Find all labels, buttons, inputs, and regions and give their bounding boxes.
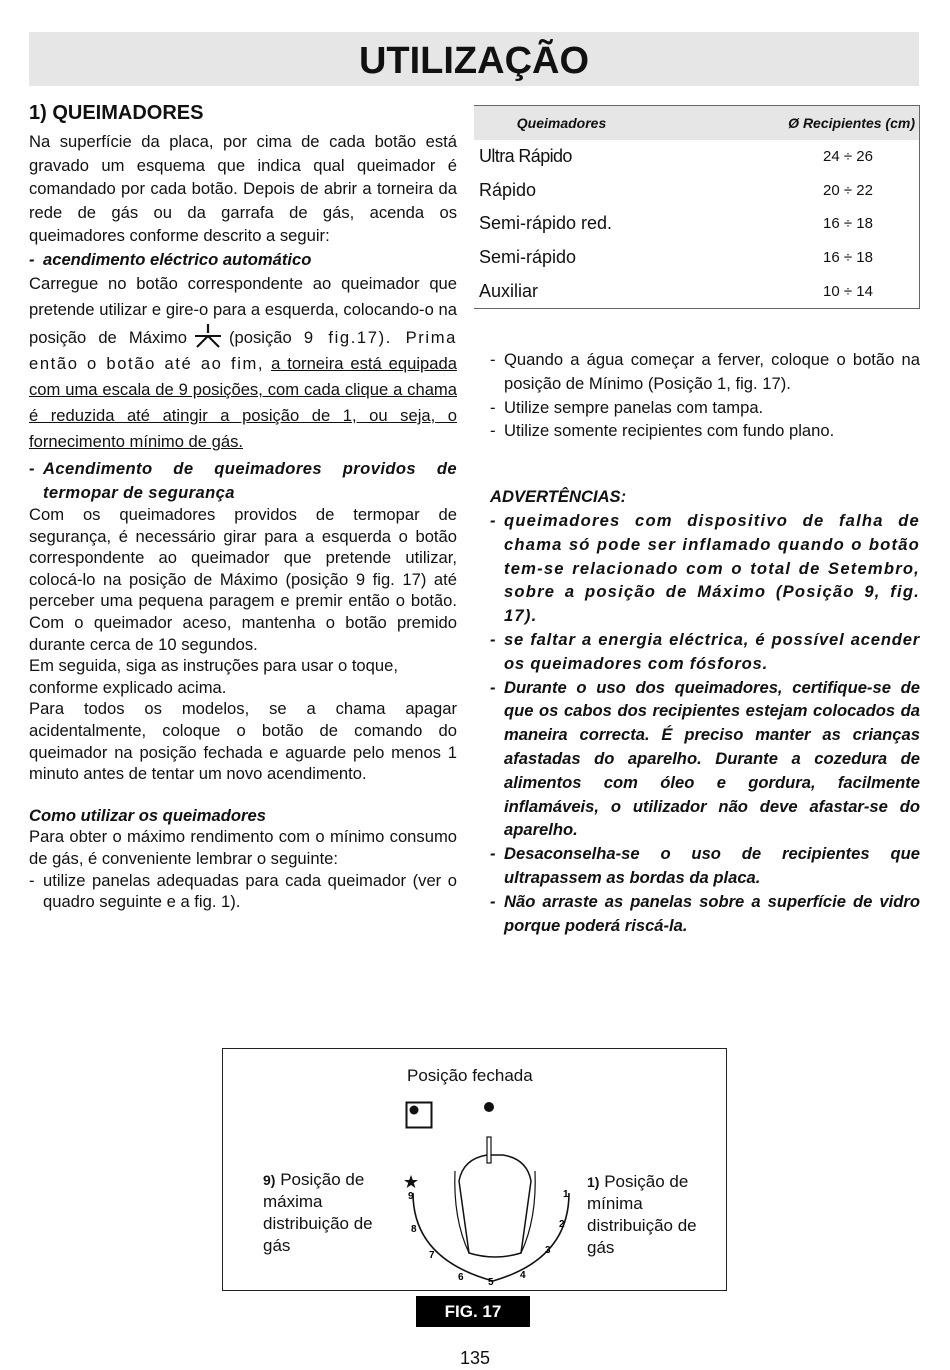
table-header: [474, 106, 919, 140]
section-title: 1) QUEIMADORES: [29, 102, 204, 124]
burner-name: Semi-rápido: [479, 247, 577, 268]
tip-text: Quando a água começar a ferver, coloque o botão na posição de Mínimo (Posição 1, fig. 17).: [504, 350, 920, 393]
auto-ignition-text-1: Carregue no botão correspondente ao queimador que pretende utilizar e gire-o para a esquerda, colocando-o na posição de Máximo: [29, 274, 457, 347]
table-row: [474, 241, 919, 275]
max-position-number: 9): [263, 1172, 276, 1188]
then-paragraph: Em seguida, siga as instruções para usar o toque, conforme explicado acima.: [29, 656, 398, 697]
burner-diameter: 16 ÷ 18: [823, 215, 873, 233]
warning-item: - queimadores com dispositivo de falha de chama só pode ser inflamado quando o botão tem-se relacionado com o total de Setembro, sobre a posição de Máximo (Posição 9, fig. 17).: [490, 509, 920, 628]
burner-diameter: 24 ÷ 26: [823, 148, 873, 166]
scale-number: 7: [429, 1250, 435, 1261]
burner-name: Ultra Rápido: [479, 146, 572, 167]
auto-ignition-heading: - acendimento eléctrico automático: [29, 248, 457, 272]
warning-text: queimadores com dispositivo de falha de chama só pode ser inflamado quando o botão tem-se relacionado com o total de Setembro, sobre a posição de Máximo (Posição 9, fig. 17).: [504, 510, 920, 626]
auto-ignition-paragraph: [29, 271, 457, 455]
burner-diameter: 20 ÷ 22: [823, 181, 873, 199]
burner-name: Auxiliar: [479, 280, 539, 301]
tip-item: - Quando a água começar a ferver, coloque o botão na posição de Mínimo (Posição 1, fig. 17).: [490, 348, 920, 396]
burner-table: [474, 105, 920, 309]
intro-paragraph: Na superfície da placa, por cima de cada botão está gravado um esquema que indica qual queimador é comandado por cada botão. Depois de abrir a torneira da rede de gás ou da garrafa de gás, acenda os queimadores conforme descrito a seguir:: [29, 132, 457, 245]
how-to-use-item: - utilize panelas adequadas para cada queimador (ver o quadro seguinte e a fig. 1).: [29, 870, 457, 912]
table-row: [474, 274, 919, 308]
warning-item: - Desaconselha-se o uso de recipientes que ultrapassem as bordas da placa.: [490, 842, 920, 890]
min-position-text: Posição de mínima distribuição de gás: [587, 1172, 697, 1257]
max-star-icon: [404, 1175, 418, 1188]
header-burners: Queimadores: [516, 115, 607, 131]
auto-ignition-text-3: 9 fig.17). Prima então o botão até ao fim,: [29, 328, 457, 373]
burner-diameter: 16 ÷ 18: [823, 249, 873, 267]
tip-text: Utilize somente recipientes com fundo plano.: [504, 421, 835, 441]
page-title: UTILIZAÇÃO: [358, 40, 590, 82]
tip-text: Utilize sempre panelas com tampa.: [504, 397, 764, 417]
warnings-heading: ADVERTÊNCIAS:: [490, 487, 627, 507]
closed-position-icon: [405, 1101, 433, 1129]
how-to-use-heading: Como utilizar os queimadores: [29, 805, 266, 825]
max-position-text: Posição de máxima distribuição de gás: [263, 1170, 373, 1255]
left-column: [29, 100, 457, 913]
scale-number: 8: [411, 1224, 417, 1235]
table-row: [474, 207, 919, 241]
scale-number: 6: [458, 1272, 464, 1283]
title-bar: [29, 32, 919, 86]
min-position-label: [587, 1171, 709, 1259]
warning-item: - Não arraste as panelas sobre a superfície de vidro porque poderá riscá-la.: [490, 890, 920, 938]
scale-number: 2: [559, 1219, 565, 1230]
warning-item: - Durante o uso dos queimadores, certifique-se de que os cabos dos recipientes estejam colocados da maneira correcta. É preciso manter as crianças afastadas do aparelho. Durante a cozedura de alimentos com óleo e gordura, facilmente inflamáveis, o utilizador não deve afastar-se do aparelho.: [490, 676, 920, 843]
scale-number: 5: [488, 1277, 494, 1288]
warning-text: se faltar a energia eléctrica, é possível acender os queimadores com fósforos.: [504, 629, 920, 673]
burner-name: Rápido: [479, 179, 537, 200]
right-column: [490, 348, 920, 937]
max-position-label: [263, 1169, 393, 1257]
closed-position-dot: [482, 1100, 496, 1114]
table-row: [474, 140, 919, 174]
knob-diagram: [393, 1129, 593, 1289]
warning-item: - se faltar a energia eléctrica, é possível acender os queimadores com fósforos.: [490, 628, 920, 676]
burner-diameter: 10 ÷ 14: [823, 282, 873, 300]
figure-caption: FIG. 17: [416, 1296, 530, 1327]
tip-item: - Utilize somente recipientes com fundo plano.: [490, 419, 920, 443]
scale-number: 4: [520, 1270, 526, 1281]
all-models-paragraph: Para todos os modelos, se a chama apagar acidentalmente, coloque o botão de comando do queimador na posição fechada e aguarde pelo menos 1 minuto antes de tentar um novo acendimento.: [29, 699, 457, 784]
scale-number: 9: [408, 1191, 414, 1202]
page-number: 135: [459, 1348, 491, 1368]
auto-ignition-text-2: (posição: [228, 328, 292, 347]
scale-number: 1: [563, 1189, 569, 1200]
thermocouple-paragraph: Com os queimadores providos de termopar de segurança, é necessário girar para a esquerda o botão correspondente ao queimador que pretende utilizar, colocá-lo na posição de Máximo (posição 9 fig. 17) até perceber uma pequena paragem e premir então o botão. Com o queimador aceso, mantenha o botão premido durante cerca de 10 segundos.: [29, 505, 457, 654]
warnings-block: [490, 485, 920, 937]
warning-text: Durante o uso dos queimadores, certifique-se de que os cabos dos recipientes estejam colocados da maneira correcta. É preciso manter as crianças afastadas do aparelho. Durante a cozedura de alimentos com óleo e gordura, facilmente inflamáveis, o utilizador não deve afastar-se do aparelho.: [504, 677, 920, 840]
header-diameter: Ø Recipientes (cm): [788, 115, 915, 131]
tip-item: - Utilize sempre panelas com tampa.: [490, 396, 920, 420]
thermocouple-heading-text: Acendimento de queimadores providos de termopar de segurança: [43, 459, 457, 502]
thermocouple-heading: - Acendimento de queimadores providos de termopar de segurança: [29, 457, 457, 504]
auto-ignition-heading-text: acendimento eléctrico automático: [43, 249, 312, 269]
how-to-use-item-text: utilize panelas adequadas para cada queimador (ver o quadro seguinte e a fig. 1).: [43, 870, 457, 912]
figure-17: [222, 1048, 727, 1291]
warning-text: Não arraste as panelas sobre a superfície de vidro porque poderá riscá-la.: [504, 891, 920, 935]
min-position-number: 1): [587, 1174, 600, 1190]
warning-text: Desaconselha-se o uso de recipientes que ultrapassem as bordas da placa.: [504, 844, 920, 887]
scale-number: 3: [545, 1245, 551, 1256]
burner-name: Semi-rápido red.: [479, 213, 613, 234]
how-to-use-paragraph: Para obter o máximo rendimento com o mínimo consumo de gás, é conveniente lembrar o seguinte:: [29, 827, 457, 868]
maximum-flame-icon: [193, 323, 223, 349]
auto-ignition-underlined: a torneira está equipada com uma escala de 9 posições, com cada clique a chama é reduzida até atingir a posição de 1, ou seja, o fornecimento mínimo de gás.: [29, 354, 457, 451]
table-row: [474, 174, 919, 208]
closed-position-label: Posição fechada: [407, 1066, 533, 1085]
